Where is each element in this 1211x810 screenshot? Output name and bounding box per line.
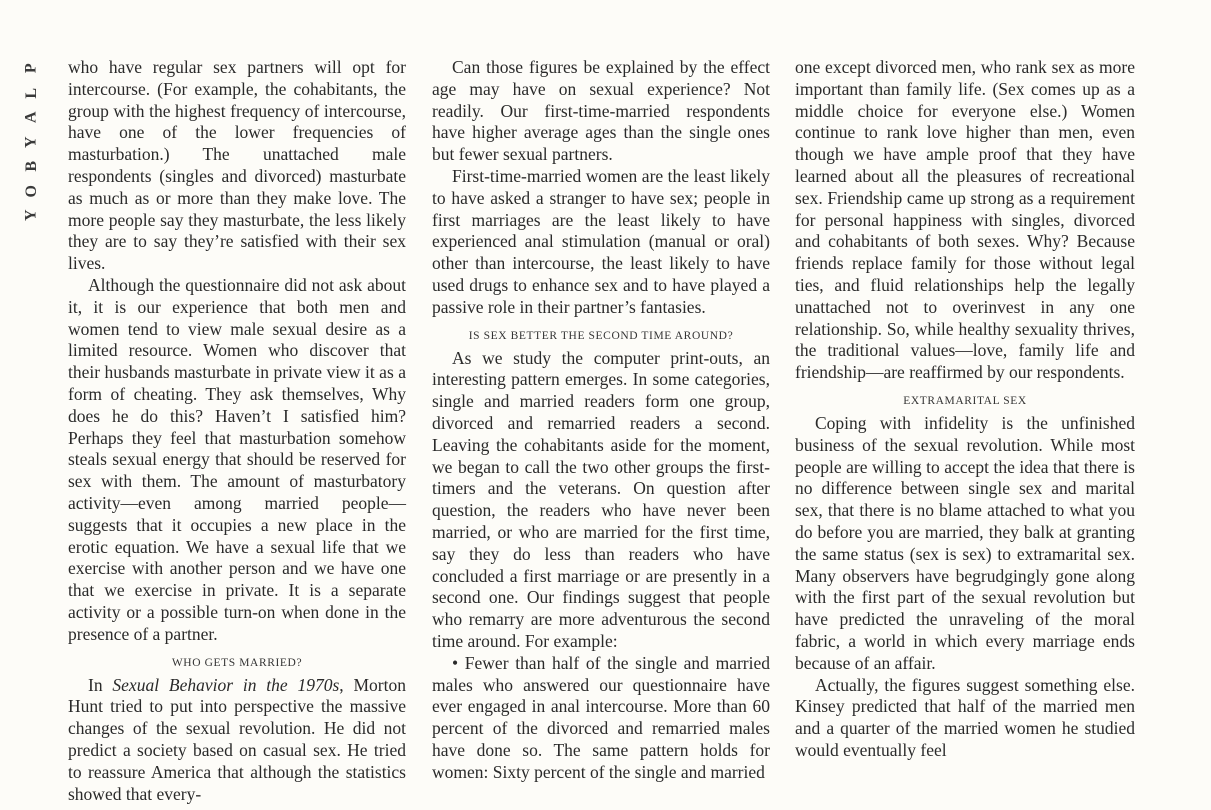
- masthead-letter: B: [22, 160, 40, 172]
- section-subhead: WHO GETS MARRIED?: [171, 656, 303, 669]
- masthead-letter: O: [22, 184, 40, 197]
- column-3: [795, 57, 1135, 762]
- column-1: [68, 57, 406, 805]
- masthead-letter: L: [22, 87, 40, 99]
- column-2: [432, 57, 770, 784]
- section-subhead: IS SEX BETTER THE SECOND TIME AROUND?: [468, 329, 734, 342]
- paragraph: First-time-married women are the least likely to have asked a stranger to have sex; people in first marriages are the least likely to have experienced anal stimulation (manual or oral) other than intercourse, the least likely to have used drugs to enhance sex and to have played a passive role in their partner’s fantasies.: [432, 165, 770, 317]
- masthead-letter: Y: [22, 209, 40, 222]
- paragraph: Can those figures be explained by the effect age may have on sexual experience? Not readily. Our first-time-married respondents have higher average ages than the single ones but fewer sexual partners.: [432, 57, 770, 165]
- masthead-letter: A: [22, 111, 40, 124]
- paragraph: who have regular sex partners will opt for intercourse. (For example, the cohabitants, the group with the highest frequency of intercourse, have one of the lower frequencies of masturbation.) The unattached male respondents (singles and divorced) masturbate as much as or more than they make love. The more people say they masturbate, the less likely they are to say they’re satisfied with their sex lives.: [68, 57, 406, 274]
- paragraph: one except divorced men, who rank sex as more important than family life. (Sex comes up as a middle choice for everyone else.) Women continue to rank love higher than men, even though we have ample proof that they have learned about all the pleasures of recreational sex. Friendship came up strong as a requirement for personal happiness with singles, divorced and cohabitants of both sexes. Why? Because friends replace family for those without legal ties, and fluid relationships help the legally unattached not to overinvest in any one relationship. So, while healthy sexuality thrives, the traditional values—love, family life and friendship—are reaffirmed by our respondents.: [795, 57, 1135, 383]
- section-subhead: EXTRAMARITAL SEX: [903, 394, 1027, 407]
- text-run: In: [88, 674, 113, 695]
- paragraph: Actually, the figures suggest something else. Kinsey predicted that half of the married men and a quarter of the married women he studied would eventually feel: [795, 674, 1135, 760]
- masthead-letter: Y: [22, 135, 40, 148]
- masthead-letter: P: [22, 63, 40, 74]
- paragraph: Although the questionnaire did not ask about it, it is our experience that both men and women tend to view male sexual desire as a limited resource. Women who discover that their husbands masturbate in private view it as a form of cheating. They ask themselves, Why does he do this? Haven’t I satisfied him? Perhaps they feel that masturbation somehow steals sexual energy that should be reserved for sex with them. The amount of masturbatory activity—even among married people—suggests that it occupies a new place in the erotic equation. We have a sexual life that we exercise with another person and we have one that we exercise in private. It is a separate activity or a possible turn-on when done in the presence of a partner.: [68, 274, 406, 644]
- paragraph: Coping with infidelity is the unfinished business of the sexual revolution. While most people are willing to accept the idea that there is no difference between single sex and marital sex, that there is no blame attached to what you do before you are married, they balk at granting the same status (sex is sex) to extramarital sex. Many observers have begrudgingly gone along with the first part of the sexual revolution but have predicted the unraveling of the moral fabric, a world in which every marriage ends because of an affair.: [795, 412, 1135, 673]
- text-run: , Morton Hunt tried to put into perspective the massive changes of the sexual revolution. He did not predict a society based on casual sex. He tried to reassure America that although the statistics showed that every-: [68, 674, 406, 804]
- book-title: Sexual Behavior in the 1970s: [112, 674, 340, 695]
- vertical-masthead: [14, 56, 50, 228]
- paragraph: As we study the computer print-outs, an interesting pattern emerges. In some categories, single and married readers form one group, divorced and remarried readers a second. Leaving the cohabitants aside for the moment, we began to call the two other groups the first-timers and the veterans. On question after question, the readers who have never been married, or who are married for the first time, say they do less than readers who have concluded a first marriage or are presently in a second one. Our findings suggest that people who remarry are more adventurous the second time around. For example:: [432, 347, 770, 651]
- paragraph: [68, 675, 406, 806]
- bullet-paragraph: • Fewer than half of the single and married males who answered our questionnaire have ever engaged in anal intercourse. More than 60 percent of the divorced and remarried males have done so. The same pattern holds for women: Sixty percent of the single and married: [432, 652, 770, 782]
